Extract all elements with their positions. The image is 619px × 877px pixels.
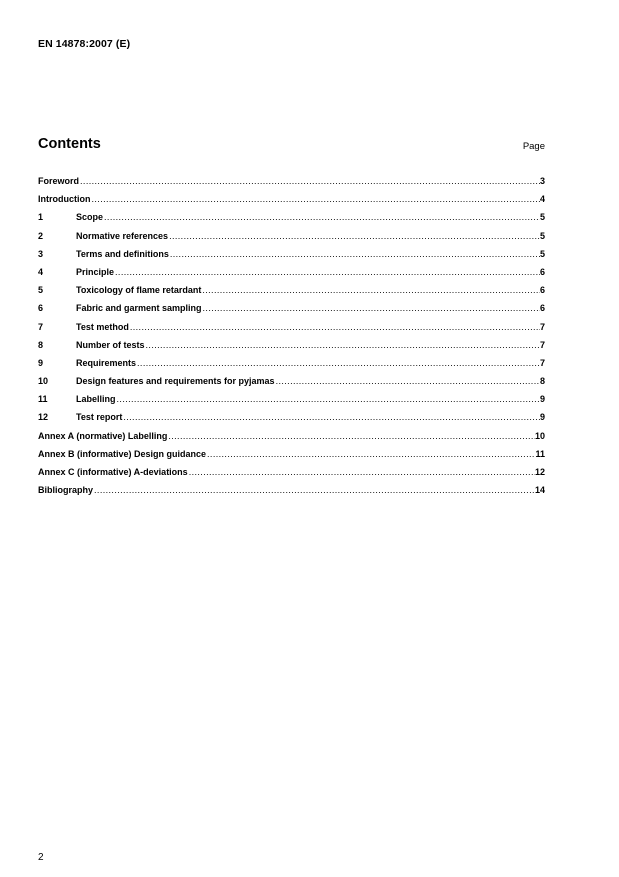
toc-dot-leader bbox=[91, 194, 540, 204]
toc-entry-title: Bibliography bbox=[38, 485, 94, 496]
toc-dot-leader bbox=[114, 267, 540, 277]
toc-entry-page: 9 bbox=[539, 412, 545, 423]
toc-entry-number: 10 bbox=[38, 376, 49, 387]
toc-entry-number: 9 bbox=[38, 357, 44, 368]
toc-dot-leader bbox=[93, 485, 535, 495]
toc-dot-leader bbox=[79, 176, 540, 186]
toc-dot-leader bbox=[167, 431, 535, 441]
toc-entry-page: 9 bbox=[539, 394, 545, 405]
toc-entry-title: Fabric and garment sampling bbox=[76, 303, 202, 314]
toc-entry-annex-b[interactable] bbox=[38, 449, 545, 467]
toc-entry-page: 7 bbox=[539, 321, 545, 332]
toc-dot-leader bbox=[116, 394, 540, 404]
toc-entry-normative-references[interactable] bbox=[38, 231, 545, 249]
toc-entry-annex-c[interactable] bbox=[38, 467, 545, 485]
toc-entry-labelling[interactable] bbox=[38, 394, 545, 412]
toc-entry-number: 5 bbox=[38, 285, 44, 296]
toc-dot-leader bbox=[275, 376, 540, 386]
toc-entry-test-report[interactable] bbox=[38, 412, 545, 430]
table-of-contents bbox=[38, 176, 545, 503]
toc-entry-title: Design features and requirements for pyjamas bbox=[76, 376, 275, 387]
toc-entry-title: Annex C (informative) A-deviations bbox=[38, 467, 188, 477]
toc-entry-page: 6 bbox=[539, 303, 545, 314]
toc-entry-title: Toxicology of flame retardant bbox=[76, 285, 202, 296]
toc-entry-number: 2 bbox=[38, 230, 44, 241]
toc-dot-leader bbox=[103, 212, 540, 222]
toc-entry-number: 11 bbox=[38, 394, 48, 405]
page-column-label: Page bbox=[522, 141, 545, 152]
document-header: EN 14878:2007 (E) bbox=[38, 38, 131, 50]
toc-entry-title: Scope bbox=[76, 212, 104, 223]
toc-entry-foreword[interactable] bbox=[38, 176, 545, 194]
toc-entry-page: 4 bbox=[539, 194, 545, 205]
toc-entry-number-of-tests[interactable] bbox=[38, 340, 545, 358]
toc-entry-toxicology[interactable] bbox=[38, 285, 545, 303]
toc-entry-sampling[interactable] bbox=[38, 303, 545, 321]
toc-entry-number: 6 bbox=[38, 303, 44, 314]
toc-entry-page: 7 bbox=[539, 339, 545, 350]
contents-title: Contents bbox=[38, 136, 101, 152]
toc-entry-number: 1 bbox=[38, 212, 44, 223]
toc-entry-title: Requirements bbox=[76, 357, 137, 368]
toc-dot-leader bbox=[168, 231, 540, 241]
toc-entry-title: Annex B (informative) Design guidance bbox=[38, 448, 207, 459]
toc-entry-requirements[interactable] bbox=[38, 358, 545, 376]
toc-entry-title: Principle bbox=[76, 266, 115, 277]
toc-entry-page: 5 bbox=[539, 230, 545, 241]
toc-entry-title: Number of tests bbox=[76, 339, 145, 350]
toc-entry-page: 6 bbox=[539, 266, 545, 277]
toc-entry-number: 7 bbox=[38, 321, 44, 332]
toc-entry-page: 11 bbox=[535, 448, 545, 459]
toc-entry-title: Introduction bbox=[38, 194, 91, 205]
toc-entry-page: 8 bbox=[539, 376, 545, 387]
toc-entry-number: 12 bbox=[38, 412, 49, 423]
toc-entry-page: 10 bbox=[534, 430, 545, 441]
toc-dot-leader bbox=[188, 467, 535, 477]
toc-dot-leader bbox=[136, 358, 540, 368]
toc-entry-number: 8 bbox=[38, 339, 44, 350]
toc-entry-title: Terms and definitions bbox=[76, 248, 169, 259]
toc-dot-leader bbox=[206, 449, 535, 459]
toc-dot-leader bbox=[169, 249, 540, 259]
toc-entry-page: 7 bbox=[539, 357, 545, 368]
toc-entry-terms-and-definitions[interactable] bbox=[38, 249, 545, 267]
toc-entry-scope[interactable] bbox=[38, 212, 545, 230]
toc-entry-introduction[interactable] bbox=[38, 194, 545, 212]
footer-page-number: 2 bbox=[38, 852, 44, 863]
toc-entry-design-features[interactable] bbox=[38, 376, 545, 394]
toc-entry-page: 5 bbox=[539, 248, 545, 259]
toc-entry-page: 14 bbox=[534, 485, 545, 496]
toc-entry-title: Foreword bbox=[38, 176, 80, 186]
toc-entry-page: 12 bbox=[534, 467, 545, 477]
toc-entry-number: 3 bbox=[38, 248, 44, 259]
toc-entry-page: 6 bbox=[539, 285, 545, 296]
toc-entry-test-method[interactable] bbox=[38, 322, 545, 340]
toc-entry-principle[interactable] bbox=[38, 267, 545, 285]
toc-entry-title: Labelling bbox=[76, 394, 116, 405]
toc-entry-number: 4 bbox=[38, 266, 44, 277]
toc-entry-title: Annex A (normative) Labelling bbox=[38, 430, 168, 441]
toc-dot-leader bbox=[202, 303, 540, 313]
toc-dot-leader bbox=[145, 340, 540, 350]
toc-dot-leader bbox=[129, 322, 540, 332]
toc-entry-bibliography[interactable] bbox=[38, 485, 545, 503]
toc-entry-title: Test report bbox=[76, 412, 123, 423]
toc-dot-leader bbox=[122, 412, 540, 422]
toc-entry-title: Normative references bbox=[76, 230, 169, 241]
toc-entry-page: 3 bbox=[539, 176, 545, 186]
toc-entry-title: Test method bbox=[76, 321, 129, 332]
toc-entry-annex-a[interactable] bbox=[38, 431, 545, 449]
toc-dot-leader bbox=[201, 285, 540, 295]
toc-entry-page: 5 bbox=[539, 212, 545, 223]
